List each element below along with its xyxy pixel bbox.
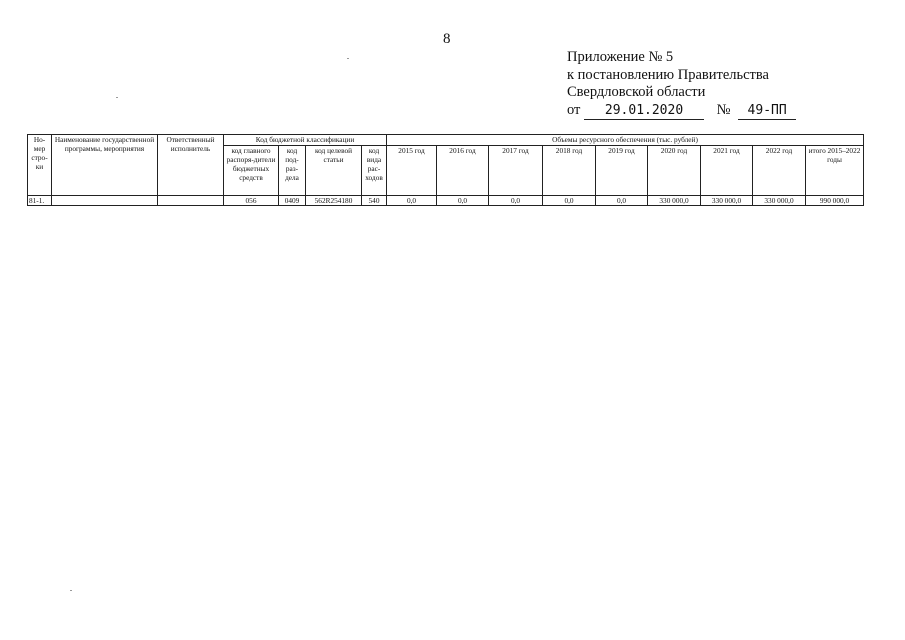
cell-year-2018: 0,0 (543, 196, 596, 206)
cell-year-2015: 0,0 (387, 196, 437, 206)
scan-speck (116, 97, 118, 98)
cell-year-2016: 0,0 (437, 196, 489, 206)
cell-target-item: 562R254180 (306, 196, 362, 206)
header-target-item: код целевой статьи (306, 146, 362, 196)
cell-total: 990 000,0 (806, 196, 864, 206)
header-year-2020: 2020 год (648, 146, 701, 196)
header-year-2018: 2018 год (543, 146, 596, 196)
appendix-region-line: Свердловской области (567, 84, 706, 100)
header-row-number: Но-мер стро-ки (28, 135, 52, 196)
header-budget-codes: Код бюджетной классификации (224, 135, 387, 146)
cell-year-2017: 0,0 (489, 196, 543, 206)
header-year-2017: 2017 год (489, 146, 543, 196)
appendix-resolution-line: к постановлению Правительства (567, 66, 769, 83)
header-year-2022: 2022 год (753, 146, 806, 196)
cell-year-2021: 330 000,0 (701, 196, 753, 206)
scan-speck (70, 590, 72, 591)
header-expense-type: код вида рас-ходов (362, 146, 387, 196)
cell-year-2022: 330 000,0 (753, 196, 806, 206)
date-prefix: от (567, 101, 581, 118)
header-year-2019: 2019 год (596, 146, 648, 196)
header-main-manager: код главного распоря-дители бюджетных средств (224, 146, 279, 196)
header-total: итого 2015–2022 годы (806, 146, 864, 196)
cell-subsection: 0409 (279, 196, 306, 206)
page-number: 8 (443, 31, 451, 47)
cell-year-2019: 0,0 (596, 196, 648, 206)
appendix-header (567, 49, 796, 120)
appendix-title: Приложение № 5 (567, 49, 674, 65)
appendix-date-line (567, 102, 796, 121)
cell-row-number: 81-1. (28, 196, 52, 206)
cell-executor (158, 196, 224, 206)
cell-main-manager: 056 (224, 196, 279, 206)
header-year-2016: 2016 год (437, 146, 489, 196)
resolution-date: 29.01.2020 (584, 102, 704, 121)
header-executor: Ответственный исполнитель (158, 135, 224, 196)
header-year-2021: 2021 год (701, 146, 753, 196)
cell-year-2020: 330 000,0 (648, 196, 701, 206)
header-year-2015: 2015 год (387, 146, 437, 196)
cell-expense-type: 540 (362, 196, 387, 206)
scan-speck (347, 58, 349, 59)
resolution-number: 49-ПП (738, 102, 796, 121)
table-row (28, 196, 864, 206)
header-program-name: Наименование государственной программы, мероприятия (52, 135, 158, 196)
cell-program-name (52, 196, 158, 206)
budget-table (27, 134, 864, 206)
number-sign: № (716, 101, 731, 118)
header-resources: Объемы ресурсного обеспечения (тыс. рублей) (387, 135, 864, 146)
header-subsection: код под-раз-дела (279, 146, 306, 196)
